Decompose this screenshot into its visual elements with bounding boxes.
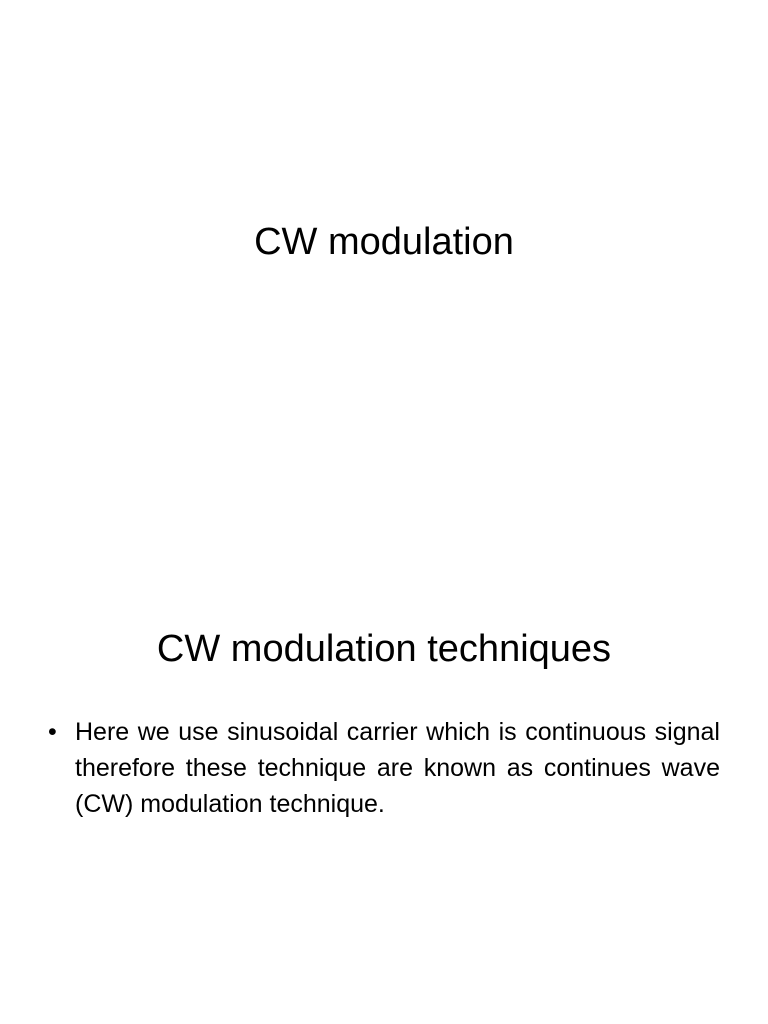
bullet-text: Here we use sinusoidal carrier which is continuous signal therefore these technique are known as continues wave (CW) modulation technique. [75, 718, 720, 818]
slide-title: CW modulation techniques [156, 628, 612, 670]
bullet-item [48, 714, 720, 822]
bullet-list [48, 714, 720, 822]
bullet-dot-icon: • [48, 718, 57, 746]
slide-title: CW modulation [254, 221, 514, 263]
slide-2 [0, 512, 768, 1024]
